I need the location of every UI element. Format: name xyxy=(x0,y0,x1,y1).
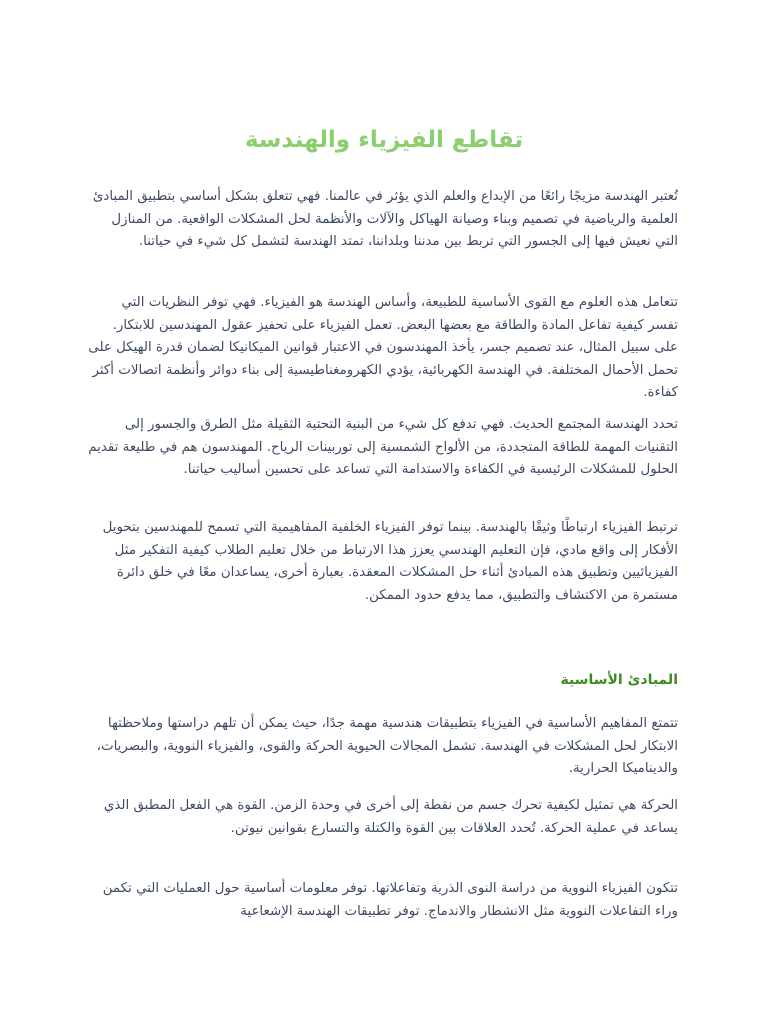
paragraph-modern-society: تحدد الهندسة المجتمع الحديث. فهي تدفع كل شيء من البنية التحتية الثقيلة مثل الطرق والجسور إلى التقنيات المهمة للطاقة المتجددة، من الألواح الشمسية إلى توربينات الرياح. المهندسون هم في طليعة تقديم الحلول للمشكلات الرئيسية في الكفاءة والاستدامة التي تساعد على تحسين أساليب حياتنا. xyxy=(88,417,678,478)
paragraph-physics-foundation: تتعامل هذه العلوم مع القوى الأساسية للطبيعة، وأساس الهندسة هو الفيزياء. فهي توفر النظريات التي تفسر كيفية تفاعل المادة والطاقة مع بعضها البعض. تعمل الفيزياء على تحفيز عقول المهندسين للابتكار. على سبيل المثال، عند تصميم جسر، يأخذ المهندسون في الاعتبار قوانين الميكانيكا لضمان قدرة الهيكل على تحمل الأحمال المختلفة. في الهندسة الكهربائية، يؤدي الكهرومغناطيسية إلى بناء دوائر وأنظمة اتصالات أكثر كفاءة. xyxy=(88,295,678,401)
paragraph-physics-engineering-link: ترتبط الفيزياء ارتباطًا وثيقًا بالهندسة. بينما توفر الفيزياء الخلفية المفاهيمية التي تسمح للمهندسين بتحويل الأفكار إلى واقع مادي، فإن التعليم الهندسي يعزز هذا الارتباط من خلال تعليم الطلاب كيفية التفكير مثل الفيزيائيين وتطبيق هذه المبادئ أثناء حل المشكلات المعقدة. بعبارة أخرى، يساعدان معًا في خلق دائرة مستمرة من الاكتشاف والتطبيق، مما يدفع حدود الممكن. xyxy=(102,520,678,603)
paragraph-motion-force: الحركة هي تمثيل لكيفية تحرك جسم من نقطة إلى أخرى في وحدة الزمن. القوة هي الفعل المطبق الذي يساعد في عملية الحركة. تُحدد العلاقات بين القوة والكتلة والتسارع بقوانين نيوتن. xyxy=(103,798,678,836)
paragraph-intro: تُعتبر الهندسة مزيجًا رائعًا من الإبداع والعلم الذي يؤثر في عالمنا. فهي تتعلق بشكل أساسي بتطبيق المبادئ العلمية والرياضية في تصميم وبناء وصيانة الهياكل والآلات والأنظمة لحل المشكلات الواقعية. من المنازل التي نعيش فيها إلى الجسور التي تربط بين مدننا وبلداننا، تمتد الهندسة لتشمل كل شيء في حياتنا. xyxy=(92,189,678,250)
paragraph-basic-concepts: تتمتع المفاهيم الأساسية في الفيزياء بتطبيقات هندسية مهمة جدًا، حيث يمكن أن تلهم دراستها وملاحظتها الابتكار لحل المشكلات في الهندسة. تشمل المجالات الحيوية الحركة والقوى، والفيزياء النووية، والبصريات، والديناميكا الحرارية. xyxy=(96,716,678,777)
paragraph-nuclear-physics: تتكون الفيزياء النووية من دراسة النوى الذرية وتفاعلاتها. توفر معلومات أساسية حول العمليات التي تكمن وراء التفاعلات النووية مثل الانشطار والاندماج. توفر تطبيقات الهندسة الإشعاعية xyxy=(102,881,678,919)
section-heading-basic-principles: المبادئ الأساسية xyxy=(560,672,678,688)
page-title: تقاطع الفيزياء والهندسة xyxy=(244,127,524,153)
